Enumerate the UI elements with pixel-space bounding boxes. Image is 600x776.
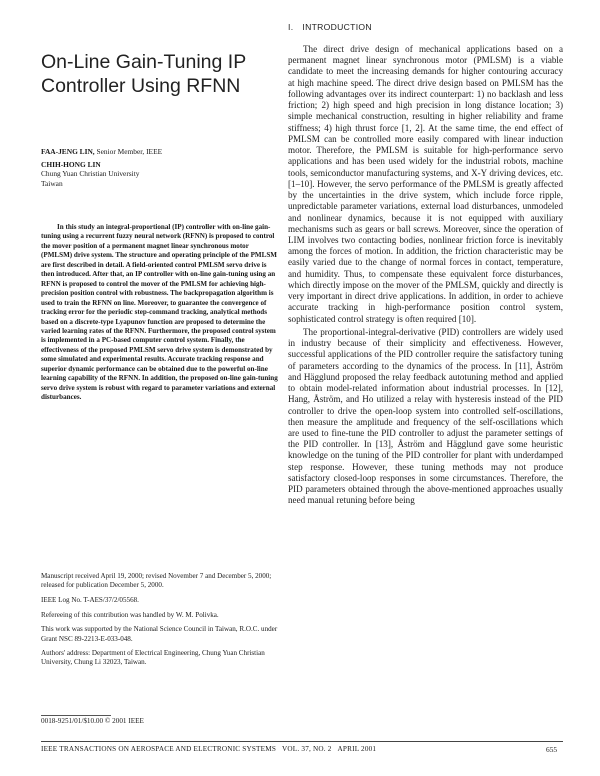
body-paragraph: The direct drive design of mechanical applications based on a permanent magnet linear synchronous motor (PMLSM) is a viable candidate to meet the increasing demands for higher contouring accuracy at high machine speed. The direct drive design based on PMLSM has the following advantages over its indirect counterpart: 1) no backlash and less friction; 2) high speed and high precision in long distance location; 3) simple mechanical construction, resulting in higher reliability and frame stiffness; 4) high thrust force [1, 2]. At the same time, the end effect of PMLSM can be controlled more easily compared with linear induction motor. Therefore, the PMLSM is suitable for high-performance servo applications and has been used widely for the industrial robots, machine tools, semiconductor manufacturing systems, and X-Y driving devices, etc. [1–10]. However, the servo performance of the PMLSM is greatly affected by the uncertainties in the drive system, which include force ripple, unpredictable parameter variations, external load disturbances, unmodeled and nonlinear dynamics, because it is not equipped with auxiliary mechanisms such as gears or ball screws. Moreover, since the operation of LIM involves two contacting bodies, nonlinear friction force is inevitably among the forces of motion. In addition, the friction characteristic may be easily varied due to the change of normal forces in contact, temperature, and humidity. Thus, to compensate these equivalent force disturbances, which directly impose on the mover of the PMLSM, quickly and directly is very important in direct drive applications. In addition, in order to achieve accurate tracking in high-performance position control system, sophisticated control strategy is often required [10]. [288,44,563,324]
body-text [288,44,563,507]
footnotes [41,572,281,673]
author-name: FAA-JENG LIN, [41,147,95,156]
title-line: On-Line Gain-Tuning IP [41,51,247,73]
author-location: Taiwan [41,178,63,188]
author [41,160,281,188]
author-role: Senior Member, IEEE [96,147,163,156]
journal-name: IEEE TRANSACTIONS ON AEROSPACE AND ELECTRONIC SYSTEMS [41,745,277,753]
footnote: Authors' address: Department of Electrical Engineering, Chung Yuan Christian University, Chung Li 32023, Taiwan. [41,649,265,667]
page-number: 655 [546,745,558,754]
footnote: Refereeing of this contribution was handled by W. M. Polivka. [41,610,219,619]
author-affiliation: Chung Yuan Christian University [41,169,140,179]
author-name: CHIH-HONG LIN [41,160,101,170]
footnote: Manuscript received April 19, 2000; revised November 7 and December 5, 2000; released for publication December 5, 2000. [41,572,272,590]
abstract: In this study an integral-proportional (IP) controller with on-line gain-tuning using a recurrent fuzzy neural network (RFNN) is proposed to control the mover position of a permanent magnet linear synchronous motor (PMLSM) drive system. The structure and operating principle of the PMLSM are first described in detail. A field-oriented control PMLSM servo drive is then introduced. After that, an IP controller with on-line gain-tuning using an RFNN is proposed to control the mover of the PMLSM for achieving high-precision position control with robustness. The backpropagation algorithm is used to train the RFNN on line. Moreover, to guarantee the convergence of tracking error for the periodic step-command tracking, analytical methods based on a discrete-type Lyapunov function are proposed to determine the varied learning rates of the RFNN. Furthermore, the proposed control system is implemented in a PC-based computer control system. Finally, the effectiveness of the proposed PMLSM servo drive system is demonstrated by some simulated and experimental results. Accurate tracking response and superior dynamic performance can be obtained due to the powerful on-line learning capability of the RFNN. In addition, the proposed on-line gain-tuning servo drive system is robust with regard to parameter variations and external disturbances. [41,223,278,402]
title-line: Controller Using RFNN [41,75,241,97]
body-paragraph: The proportional-integral-derivative (PID) controllers are widely used in industry because of their simplicity and effectiveness. However, successful applications of the PID controller require the satisfactory tuning of parameters according to the dynamics of the process. In [11], Åström and Hägglund proposed the relay feedback autotuning method and applied to obtain model-related information about industrial processes. In [12], Hang, Åström, and Ho utilized a relay with hysteresis instead of the PID controller to drive the open-loop system into controlled self-oscillations, then measure the amplitude and frequency of the self-oscillations which are used to fine-tune the PID controller to adjust the parameter settings of the PID controller. In [13], Åström and Hägglund gave some heuristic knowledge on the tuning of the PID controller for plant with underdamped step response. However, these tuning methods may not produce satisfactory closed-loop responses in some circumstances. Therefore, the PID parameters obtained through the above-mentioned approaches usually need manual retuning before being [288,326,563,506]
copyright-divider [41,715,111,716]
running-footer [41,745,376,753]
journal-volume: VOL. 37, NO. 2 [282,745,332,753]
footnote: This work was supported by the National Science Council in Taiwan, R.O.C. under Grant NSC 89-2213-E-033-048. [41,625,278,643]
author-list [41,147,281,192]
footer-divider [41,741,563,742]
section-title: INTRODUCTION [302,22,372,32]
footnote: IEEE Log No. T-AES/37/2/05568. [41,595,139,604]
paper-title [41,50,281,98]
journal-date: APRIL 2001 [337,745,377,753]
section-heading [288,22,372,32]
author [41,147,281,156]
section-number: I. [288,22,294,32]
copyright-notice: 0018-9251/01/$10.00 © 2001 IEEE [41,717,144,725]
